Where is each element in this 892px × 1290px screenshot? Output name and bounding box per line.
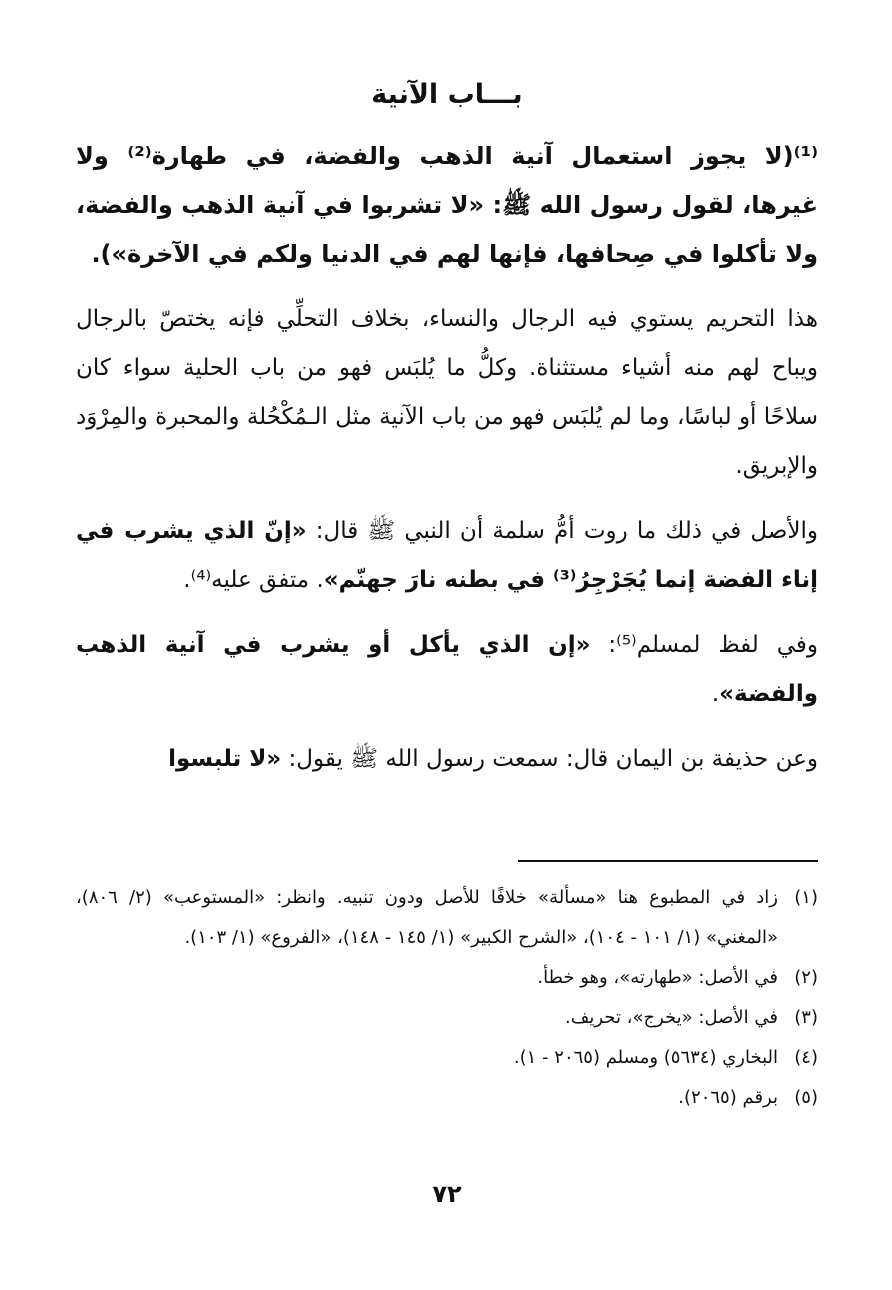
paragraph-4-start: وفي لفظ لمسلم⁽⁵⁾:	[590, 632, 818, 658]
footnote-number: (٤)	[794, 1047, 818, 1068]
paragraph-2: هذا التحريم يستوي فيه الرجال والنساء، بخلاف التحلِّي فإنه يختصّ بالرجال ويباح لهم منه أشياء مستثناة. وكلُّ ما يُلبَس فهو من باب الحلية سواء كان سلاحًا أو لباسًا، وما لم يُلبَس فهو من باب الآنية مثل الـمُكْحُلة والمحبرة والمِرْوَد والإبريق.	[76, 306, 818, 479]
paragraph-4	[76, 621, 818, 719]
paragraph-1	[76, 132, 818, 279]
paragraph-3-quote: «إنّ الذي يشرب في إناء الفضة إنما يُجَرْجِرُ⁽³⁾ في بطنه نارَ جهنّم»	[76, 518, 818, 593]
paragraph-4-quote: «إن الذي يأكل أو يشرب في آنية الذهب والفضة»	[76, 632, 818, 707]
footnote-number: (٥)	[794, 1087, 818, 1108]
footnote-text: في الأصل: «طهارته»، وهو خطأ.	[537, 967, 778, 988]
paragraph-5-start: وعن حذيفة بن اليمان قال: سمعت رسول الله ﷺ يقول:	[281, 746, 818, 772]
paragraph-5	[76, 735, 818, 784]
footnote-text: برقم (٢٠٦٥).	[678, 1087, 778, 1108]
footnote-text: زاد في المطبوع هنا «مسألة» خلافًا للأصل ودون تنبيه. وانظر: «المستوعب» (٢/ ٨٠٦)، «المغني» (١/ ١٠١ - ١٠٤)، «الشرح الكبير» (١/ ١٤٥ - ١٤٨)، «الفروع» (١/ ١٠٣).	[76, 887, 778, 948]
book-page	[76, 70, 818, 1270]
paragraph-5-quote: «لا تلبسوا	[168, 746, 282, 772]
separator-line	[518, 860, 818, 862]
footnote-3	[76, 998, 818, 1038]
footnotes	[76, 878, 818, 1118]
paragraph-3	[76, 507, 818, 605]
footnote-number: (٣)	[794, 1007, 818, 1028]
page-number: ٧٢	[432, 1180, 462, 1208]
footnote-1	[76, 878, 818, 958]
footnote-number: (٢)	[794, 967, 818, 988]
paragraph-1-text: (لا يجوز استعمال آنية الذهب والفضة، في طهارة⁽²⁾ ولا غيرها، لقول رسول الله ﷺ: «لا تشربوا في آنية الذهب والفضة، ولا تأكلوا في صِحافها، فإنها لهم في الدنيا ولكم في الآخرة»).	[76, 142, 818, 268]
paragraph-3-start: والأصل في ذلك ما روت أمُّ سلمة أن النبي ﷺ قال:	[306, 518, 818, 544]
paragraph-4-end: .	[711, 681, 720, 707]
footnote-2	[76, 958, 818, 998]
paragraph-3-end: . متفق عليه⁽⁴⁾.	[183, 567, 324, 593]
footnote-text: في الأصل: «يخرج»، تحريف.	[565, 1007, 778, 1028]
footnote-number: (١)	[794, 887, 818, 908]
main-text	[76, 70, 818, 800]
paragraph-1-lead: ⁽¹⁾	[793, 142, 818, 170]
footnote-5	[76, 1078, 818, 1118]
chapter-title: بـــاب الآنية	[371, 79, 523, 110]
footnote-4	[76, 1038, 818, 1078]
footnote-text: البخاري (٥٦٣٤) ومسلم (٢٠٦٥ - ١).	[513, 1047, 778, 1068]
